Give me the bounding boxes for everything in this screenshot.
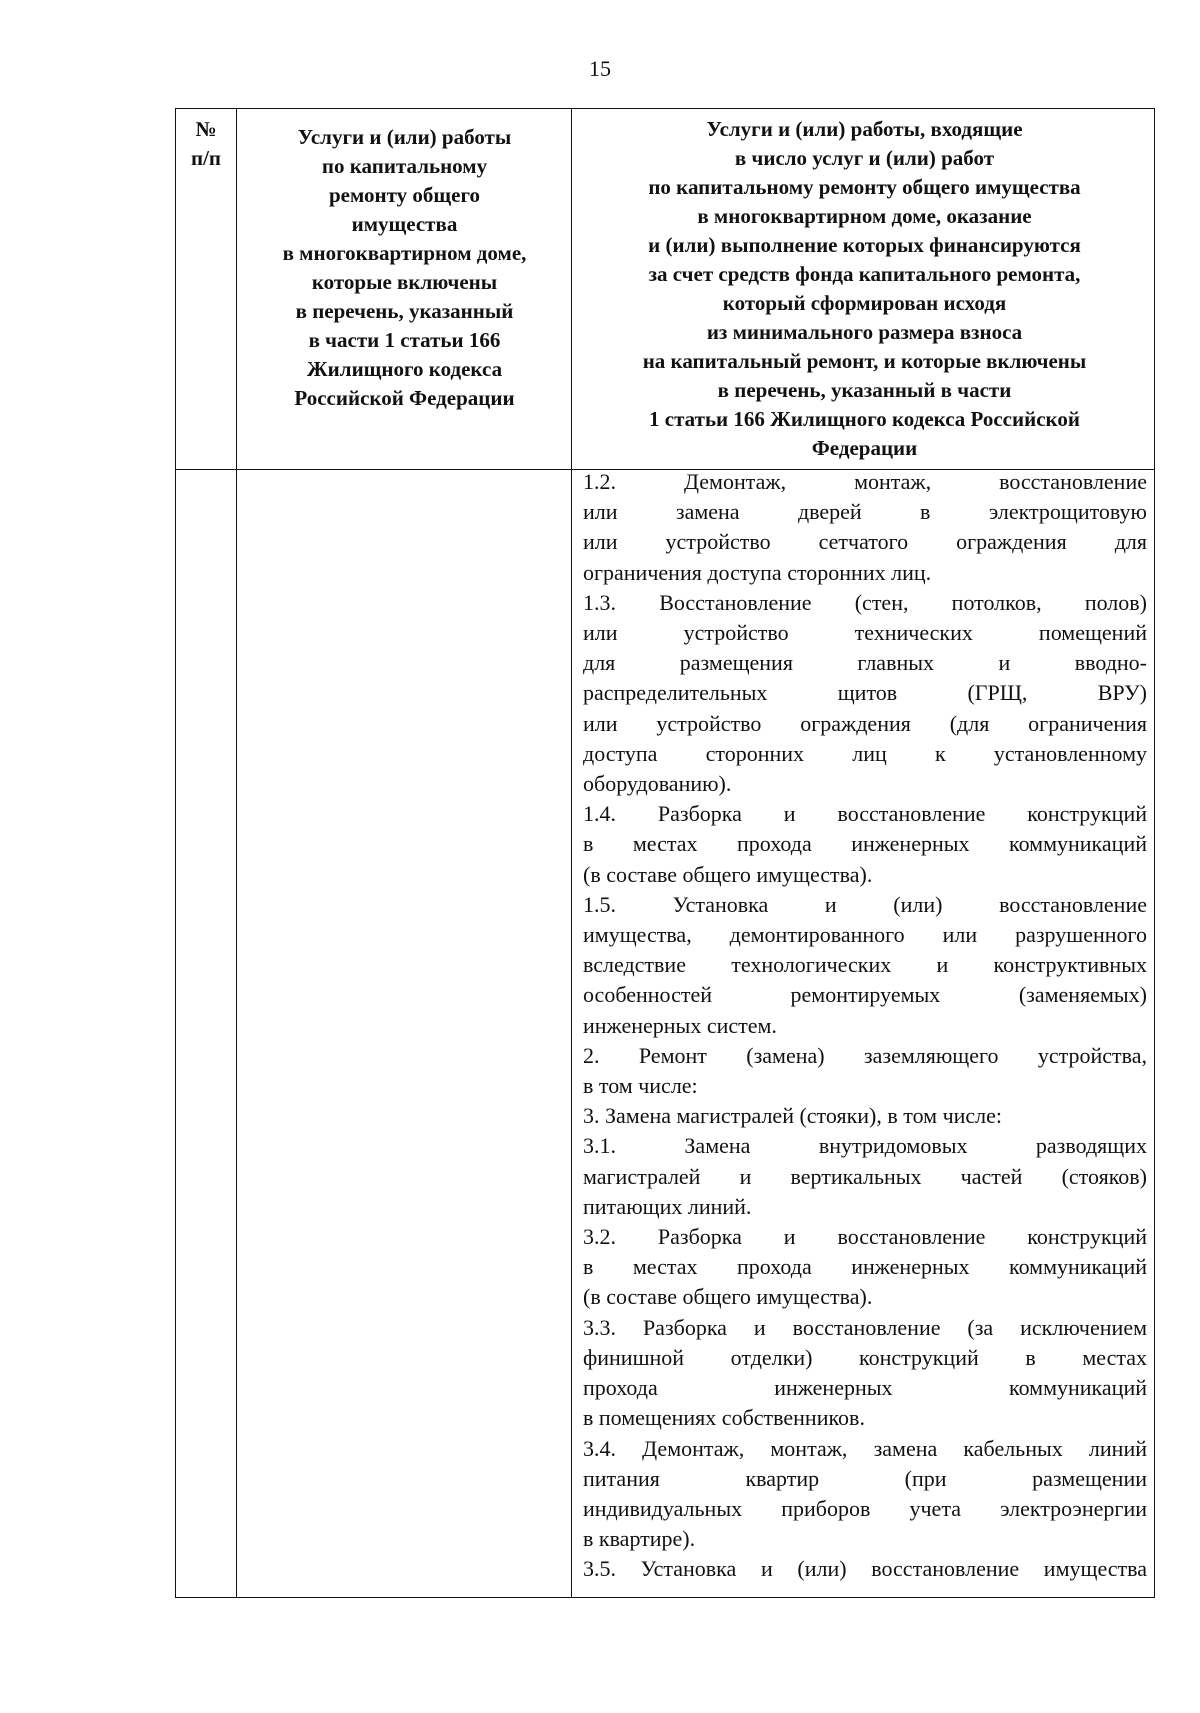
text-line: или устройство ограждения (для ограничения: [583, 710, 1147, 736]
header-line: имущества: [351, 212, 458, 236]
header-line: по капитальному ремонту общего имущества: [648, 175, 1081, 199]
header-line: из минимального размера взноса: [706, 320, 1023, 344]
header-line: в многоквартирном доме, оказание: [697, 204, 1032, 228]
page-number: 15: [589, 56, 611, 81]
header-line: 1 статьи 166 Жилищного кодекса Российской: [649, 407, 1080, 431]
text-line: питания квартир (при размещении: [583, 1465, 1147, 1491]
header-line: в число услуг и (или) работ: [734, 146, 995, 170]
header-line: п/п: [190, 146, 222, 170]
text-line: 3. Замена магистралей (стояки), в том числе:: [583, 1103, 1003, 1129]
text-line: особенностей ремонтируемых (заменяемых): [583, 982, 1147, 1008]
header-included-services-column: [573, 115, 1156, 463]
header-line: Федерации: [811, 436, 918, 460]
header-line: в многоквартирном доме,: [282, 241, 527, 265]
text-line: в том числе:: [583, 1073, 698, 1099]
text-line: доступа сторонних лиц к установленному: [583, 740, 1147, 766]
services-table: [175, 108, 1155, 1598]
header-line: и (или) выполнение которых финансируются: [648, 233, 1081, 257]
text-line: 3.5. Установка и (или) восстановление имущества: [583, 1556, 1147, 1582]
text-line: инженерных систем.: [583, 1012, 777, 1038]
text-line: 3.1. Замена внутридомовых разводящих: [583, 1133, 1147, 1159]
text-line: 1.4. Разборка и восстановление конструкций: [583, 801, 1147, 827]
text-line: в помещениях собственников.: [583, 1405, 865, 1431]
text-line: прохода инженерных коммуникаций: [583, 1375, 1147, 1401]
header-line: Услуги и (или) работы: [297, 125, 512, 149]
services-list-cell: [583, 467, 1147, 1585]
text-line: индивидуальных приборов учета электроэнергии: [583, 1495, 1147, 1521]
header-line: за счет средств фонда капитального ремонта,: [648, 262, 1081, 286]
header-line: №: [195, 117, 217, 141]
text-line: 1.2. Демонтаж, монтаж, восстановление: [583, 469, 1147, 494]
text-line: имущества, демонтированного или разрушенного: [583, 922, 1147, 948]
text-line: вследствие технологических и конструктивных: [583, 952, 1147, 978]
text-line: магистралей и вертикальных частей (стояков): [583, 1163, 1147, 1189]
header-line: Услуги и (или) работы, входящие: [706, 117, 1023, 141]
text-line: или устройство технических помещений: [583, 620, 1147, 646]
text-line: 3.2. Разборка и восстановление конструкций: [583, 1224, 1147, 1250]
header-line: в перечень, указанный в части: [717, 378, 1012, 402]
header-line: ремонту общего: [329, 183, 480, 207]
text-line: или устройство сетчатого ограждения для: [583, 529, 1147, 555]
text-line: или замена дверей в электрощитовую: [583, 499, 1147, 525]
text-line: питающих линий.: [583, 1193, 752, 1219]
text-line: 3.4. Демонтаж, монтаж, замена кабельных линий: [583, 1435, 1147, 1461]
text-line: распределительных щитов (ГРЩ, ВРУ): [583, 680, 1147, 706]
text-line: (в составе общего имущества).: [583, 861, 873, 887]
header-line: Российской Федерации: [294, 386, 515, 410]
text-line: 1.3. Восстановление (стен, потолков, полов): [583, 589, 1147, 615]
column-divider-1: [236, 109, 237, 1597]
header-line: Жилищного кодекса: [306, 357, 503, 381]
text-line: 2. Ремонт (замена) заземляющего устройства,: [583, 1042, 1147, 1068]
text-line: в местах прохода инженерных коммуникаций: [583, 831, 1147, 857]
header-line: на капитальный ремонт, и которые включены: [642, 349, 1087, 373]
text-line: ограничения доступа сторонних лиц.: [583, 559, 932, 585]
header-services-column: [238, 123, 571, 413]
header-line: в части 1 статьи 166: [308, 328, 501, 352]
header-line: который сформирован исходя: [722, 291, 1007, 315]
header-number-column: [176, 115, 236, 173]
text-line: в местах прохода инженерных коммуникаций: [583, 1254, 1147, 1280]
text-line: 3.3. Разборка и восстановление (за исключением: [583, 1314, 1147, 1340]
text-line: в квартире).: [583, 1526, 696, 1552]
text-line: финишной отделки) конструкций в местах: [583, 1344, 1147, 1370]
text-line: 1.5. Установка и (или) восстановление: [583, 891, 1147, 917]
column-divider-2: [571, 109, 572, 1597]
text-line: (в составе общего имущества).: [583, 1284, 873, 1310]
text-line: оборудованию).: [583, 771, 732, 797]
header-line: в перечень, указанный: [295, 299, 514, 323]
header-line: по капитальному: [321, 154, 488, 178]
header-line: которые включены: [311, 270, 498, 294]
text-line: для размещения главных и вводно-: [583, 650, 1147, 676]
